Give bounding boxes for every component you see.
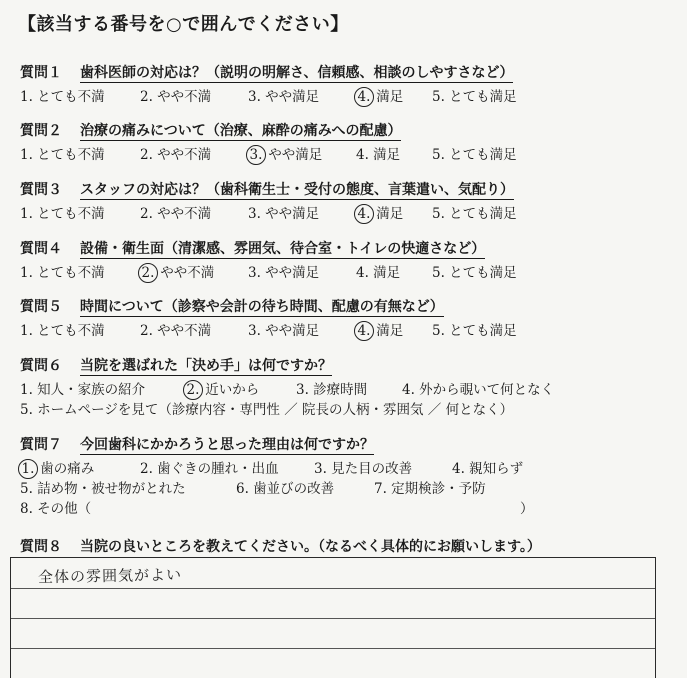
selected-circle-mark: 2. [141, 265, 155, 281]
question-4-number: 質問４ [20, 241, 62, 257]
option-3[interactable]: 3. やや満足 [248, 265, 320, 281]
option-4[interactable]: 4. 満足 [356, 147, 401, 163]
question-5-options [20, 317, 680, 337]
option-4-label: 満足 [376, 323, 404, 339]
option-5[interactable]: 5. とても満足 [432, 323, 517, 339]
question-6-text: 当院を選ばれた「決め手」は何ですか？ [80, 358, 332, 374]
option-4-selected[interactable] [356, 202, 403, 222]
selected-circle-mark: 1. [21, 461, 35, 477]
option-1[interactable]: 1. とても不満 [20, 147, 105, 163]
option-3[interactable]: 3. やや満足 [248, 323, 320, 339]
selected-circle-mark: 3. [249, 147, 263, 163]
question-3 [20, 179, 680, 220]
question-3-number: 質問３ [20, 182, 62, 198]
option-4-label: 満足 [376, 206, 404, 222]
question-5 [20, 296, 680, 337]
question-3-title [20, 181, 514, 200]
option-2-label: 近いから [205, 382, 260, 398]
option-4-selected[interactable] [356, 85, 403, 105]
question-7-number: 質問７ [20, 437, 62, 453]
question-2-text: 治療の痛みについて（治療、麻酔の痛みへの配慮） [80, 123, 402, 139]
option-2[interactable]: 2. 歯ぐきの腫れ・出血 [140, 461, 279, 477]
question-8-title [20, 538, 541, 557]
option-2-label: やや不満 [160, 265, 215, 281]
option-2[interactable]: 2. やや不満 [140, 147, 212, 163]
option-8[interactable]: 8. その他（ [20, 501, 92, 517]
question-7-title [20, 436, 374, 455]
option-2-selected[interactable] [185, 378, 259, 398]
question-8-number: 質問８ [20, 539, 62, 555]
question-6-options-row-2 [20, 396, 680, 416]
question-6-title [20, 357, 332, 376]
page-title: 【該当する番号を○で囲んでください】 [18, 14, 349, 35]
question-4-text: 設備・衛生面（清潔感、雰囲気、待合室・トイレの快適さなど） [80, 241, 486, 257]
selected-circle-mark: 4. [357, 323, 371, 339]
option-3-selected[interactable] [248, 143, 322, 163]
option-2[interactable]: 2. やや不満 [140, 323, 212, 339]
question-1-text: 歯科医師の対応は？（説明の明解さ、信頼感、相談のしやすさなど） [80, 65, 514, 81]
option-3[interactable]: 3. やや満足 [248, 206, 320, 222]
option-1-selected[interactable] [20, 457, 94, 477]
selected-circle-mark: 4. [357, 89, 371, 105]
option-1[interactable]: 1. とても不満 [20, 206, 105, 222]
question-2 [20, 120, 680, 161]
handwritten-answer: 全体の雰囲気がよい [37, 565, 183, 587]
option-5[interactable]: 5. とても満足 [432, 89, 517, 105]
option-4-selected[interactable] [356, 319, 403, 339]
question-3-options [20, 200, 680, 220]
question-5-title [20, 298, 444, 317]
option-3[interactable]: 3. 診療時間 [296, 382, 368, 398]
option-7[interactable]: 7. 定期検診・予防 [374, 481, 486, 497]
question-7-options-row-3 [20, 495, 680, 515]
option-2[interactable]: 2. やや不満 [140, 206, 212, 222]
question-4 [20, 238, 680, 279]
option-2[interactable]: 2. やや不満 [140, 89, 212, 105]
question-1-number: 質問１ [20, 65, 62, 81]
question-1-options [20, 83, 680, 103]
question-6-options-row-1 [20, 376, 680, 396]
question-2-title [20, 122, 401, 141]
option-4[interactable]: 4. 満足 [356, 265, 401, 281]
question-7-text: 今回歯科にかかろうと思った理由は何ですか？ [80, 437, 374, 453]
question-2-number: 質問２ [20, 123, 62, 139]
question-8 [20, 536, 680, 557]
question-2-options [20, 141, 680, 161]
question-3-text: スタッフの対応は？（歯科衛生士・受付の態度、言葉遣い、気配り） [80, 182, 514, 198]
question-7 [20, 434, 680, 515]
option-1[interactable]: 1. とても不満 [20, 89, 105, 105]
question-7-options-row-2 [20, 475, 680, 495]
answer-line [11, 588, 655, 589]
question-6-number: 質問６ [20, 358, 62, 374]
option-3[interactable]: 3. 見た目の改善 [314, 461, 413, 477]
question-4-options [20, 259, 680, 279]
answer-line [11, 618, 655, 619]
question-5-number: 質問５ [20, 299, 62, 315]
option-3-label: やや満足 [268, 147, 323, 163]
option-3[interactable]: 3. やや満足 [248, 89, 320, 105]
option-5[interactable]: 5. とても満足 [432, 147, 517, 163]
selected-circle-mark: 4. [357, 206, 371, 222]
answer-line [11, 648, 655, 649]
option-1[interactable]: 1. とても不満 [20, 265, 105, 281]
question-1 [20, 62, 680, 103]
option-5[interactable]: 5. とても満足 [432, 265, 517, 281]
selected-circle-mark: 2. [186, 382, 200, 398]
question-4-title [20, 240, 485, 259]
question-6 [20, 355, 680, 416]
option-5[interactable]: 5. とても満足 [432, 206, 517, 222]
question-8-text: 当院の良いところを教えてください。（なるべく具体的にお願いします。） [80, 539, 541, 555]
option-4[interactable]: 4. 親知らず [452, 461, 524, 477]
option-5[interactable]: 5. 詰め物・被せ物がとれた [20, 481, 186, 497]
option-8-close-paren: ） [520, 501, 534, 517]
question-1-title [20, 64, 513, 83]
option-1-label: 歯の痛み [40, 461, 95, 477]
option-6[interactable]: 6. 歯並びの改善 [236, 481, 335, 497]
option-1[interactable]: 1. 知人・家族の紹介 [20, 382, 146, 398]
option-4[interactable]: 4. 外から覗いて何となく [402, 382, 555, 398]
question-7-options-row-1 [20, 455, 680, 475]
question-5-text: 時間について（診察や会計の待ち時間、配慮の有無など） [80, 299, 444, 315]
option-1[interactable]: 1. とても不満 [20, 323, 105, 339]
option-2-selected[interactable] [140, 261, 214, 281]
option-4-label: 満足 [376, 89, 404, 105]
option-5[interactable]: 5. ホームページを見て（診療内容・専門性 ／ 院長の人柄・雰囲気 ／ 何となく） [20, 402, 514, 418]
